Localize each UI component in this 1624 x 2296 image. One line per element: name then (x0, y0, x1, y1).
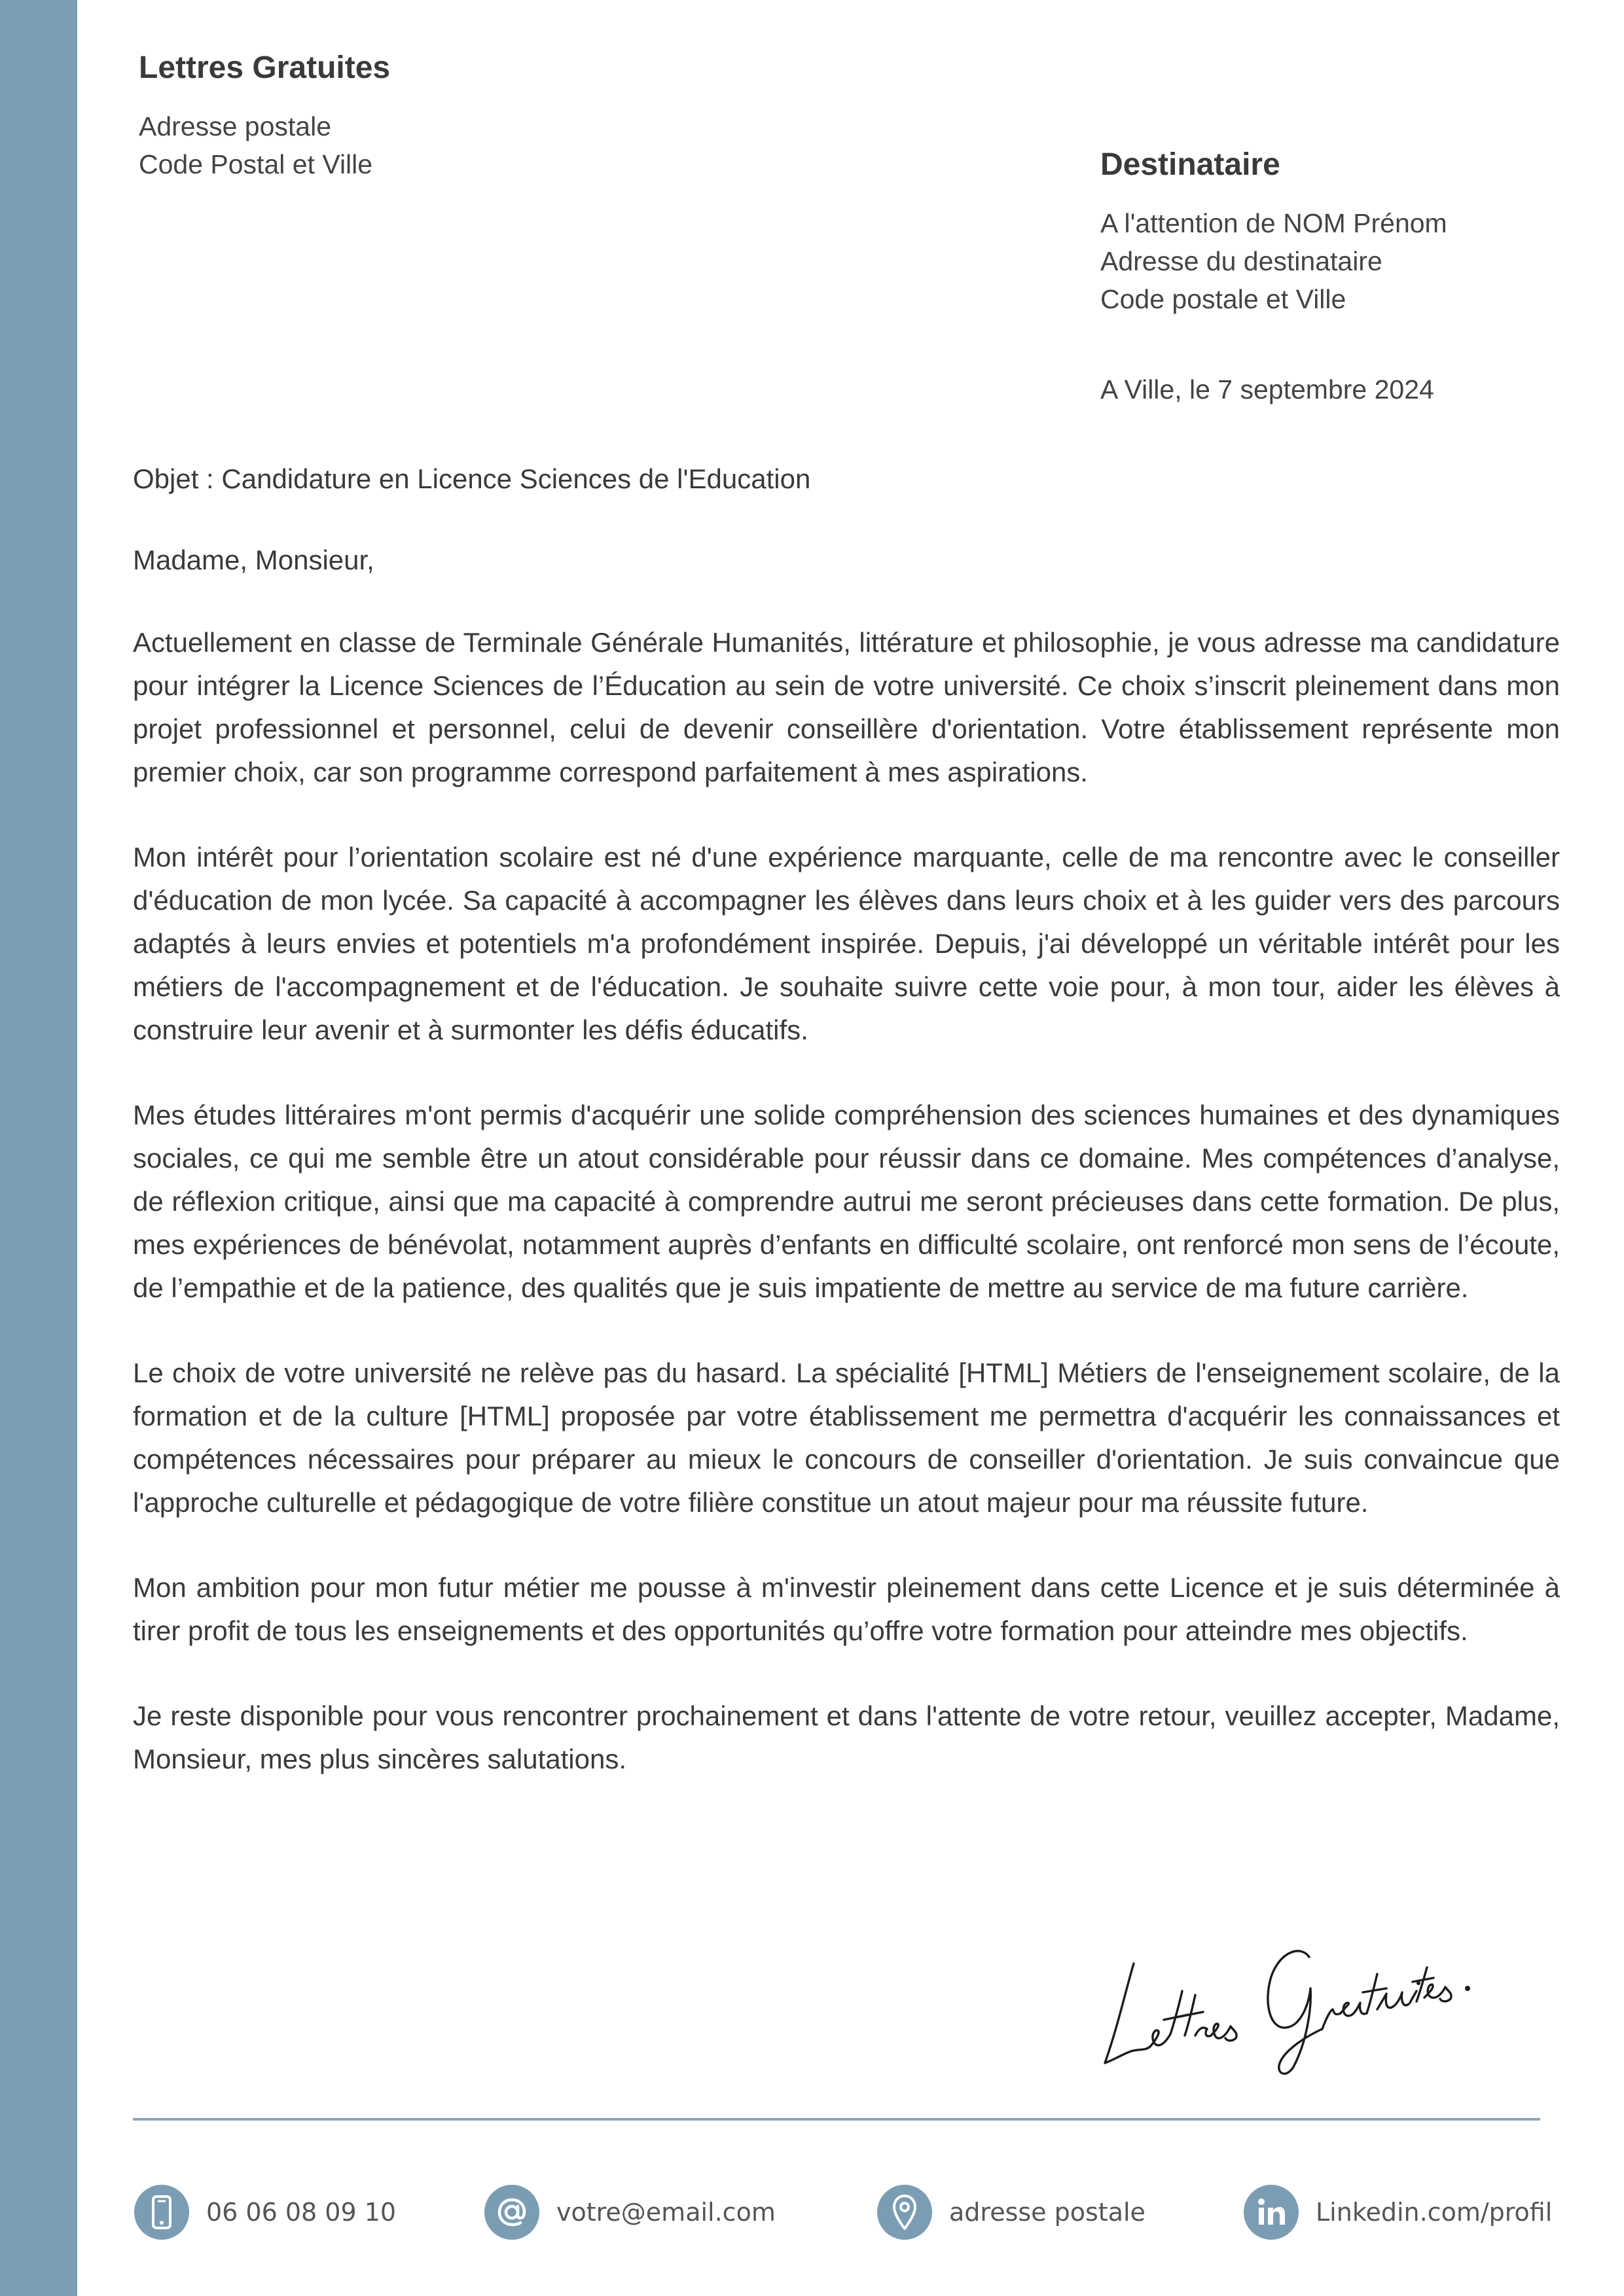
handwritten-signature (1093, 1911, 1486, 2081)
recipient-address-line: Adresse du destinataire (1100, 246, 1382, 276)
sender-name: Lettres Gratuites (139, 50, 391, 85)
letter-date: A Ville, le 7 septembre 2024 (1100, 374, 1434, 404)
contact-phone (134, 2183, 396, 2242)
closing-paragraph: Je reste disponible pour vous rencontrer prochainement et dans l'attente de votre retour, veuillez accepter, Madame, Monsieur, mes plus sincères salutations. (133, 1700, 1560, 1774)
email-address: votre@email.com (556, 2198, 776, 2227)
linkedin-icon (1244, 2185, 1299, 2240)
body-paragraph: Mes études littéraires m'ont permis d'acquérir une solide compréhension des sciences humaines et des dynamiques sociales, ce qui me semble être un atout considérable pour réussir dans ce domaine. Mes compétences d’analyse, de réflexion critique, ainsi que ma capacité à comprendre autrui me seront précieuses dans cette formation. De plus, mes expériences de bénévolat, notamment auprès d’enfants en difficulté scolaire, ont renforcé mon sens de l’écoute, de l’empathie et de la patience, des qualités que je suis impatiente de mettre au service de ma future carrière. (133, 1100, 1560, 1303)
recipient-attention-line: A l'attention de NOM Prénom (1100, 208, 1447, 238)
at-icon (484, 2185, 539, 2240)
side-accent-bar (0, 0, 77, 2296)
letter-body (133, 621, 1560, 1781)
contact-linkedin (1244, 2183, 1552, 2242)
contact-email (484, 2183, 776, 2242)
location-pin-icon (877, 2185, 932, 2240)
letter-subject: Objet : Candidature en Licence Sciences de l'Education (133, 463, 811, 494)
phone-icon (134, 2185, 189, 2240)
recipient-title: Destinataire (1100, 147, 1280, 182)
linkedin-url: Linkedin.com/profil (1316, 2198, 1553, 2227)
postal-address: adresse postale (949, 2198, 1146, 2227)
body-paragraph: Mon intérêt pour l’orientation scolaire est né d'une expérience marquante, celle de ma rencontre avec le conseiller d'éducation de mon lycée. Sa capacité à accompagner les élèves dans leurs choix et à les guider vers des parcours adaptés à leurs envies et potentiels m'a profondément inspirée. Depuis, j'ai développé un véritable intérêt pour les métiers de l'accompagnement et de l'éducation. Je souhaite suivre cette voie pour, à mon tour, aider les élèves à construire leur avenir et à surmonter les défis éducatifs. (133, 842, 1560, 1045)
sender-address-line: Adresse postale (139, 111, 332, 141)
recipient-block (1100, 143, 1572, 318)
recipient-postal-line: Code postale et Ville (1100, 284, 1346, 314)
body-paragraph: Le choix de votre université ne relève pas du hasard. La spécialité [HTML] Métiers de l'enseignement scolaire, de la formation et de la culture [HTML] proposée par votre établissement me permettra d'acquérir les connaissances et compétences nécessaires pour préparer au mieux le concours de conseiller d'orientation. Je suis convaincue que l'approche culturelle et pédagogique de votre filière constitue un atout majeur pour ma réussite future. (133, 1357, 1560, 1518)
body-paragraph: Mon ambition pour mon futur métier me pousse à m'investir pleinement dans cette Licence et je suis déterminée à tirer profit de tous les enseignements et des opportunités qu’offre votre formation pour atteindre mes objectifs. (133, 1572, 1560, 1646)
footer-divider (133, 2118, 1540, 2121)
sender-postal-line: Code Postal et Ville (139, 149, 373, 179)
contact-address (877, 2183, 1146, 2242)
sender-block (139, 46, 793, 183)
letter-greeting: Madame, Monsieur, (133, 545, 374, 575)
body-paragraph: Actuellement en classe de Terminale Générale Humanités, littérature et philosophie, je vous adresse ma candidature pour intégrer la Licence Sciences de l’Éducation au sein de votre université. Ce choix s’inscrit pleinement dans mon projet professionnel et personnel, celui de devenir conseillère d'orientation. Votre établissement représente mon premier choix, car son programme correspond parfaitement à mes aspirations. (133, 627, 1560, 787)
phone-number: 06 06 08 09 10 (206, 2198, 397, 2227)
